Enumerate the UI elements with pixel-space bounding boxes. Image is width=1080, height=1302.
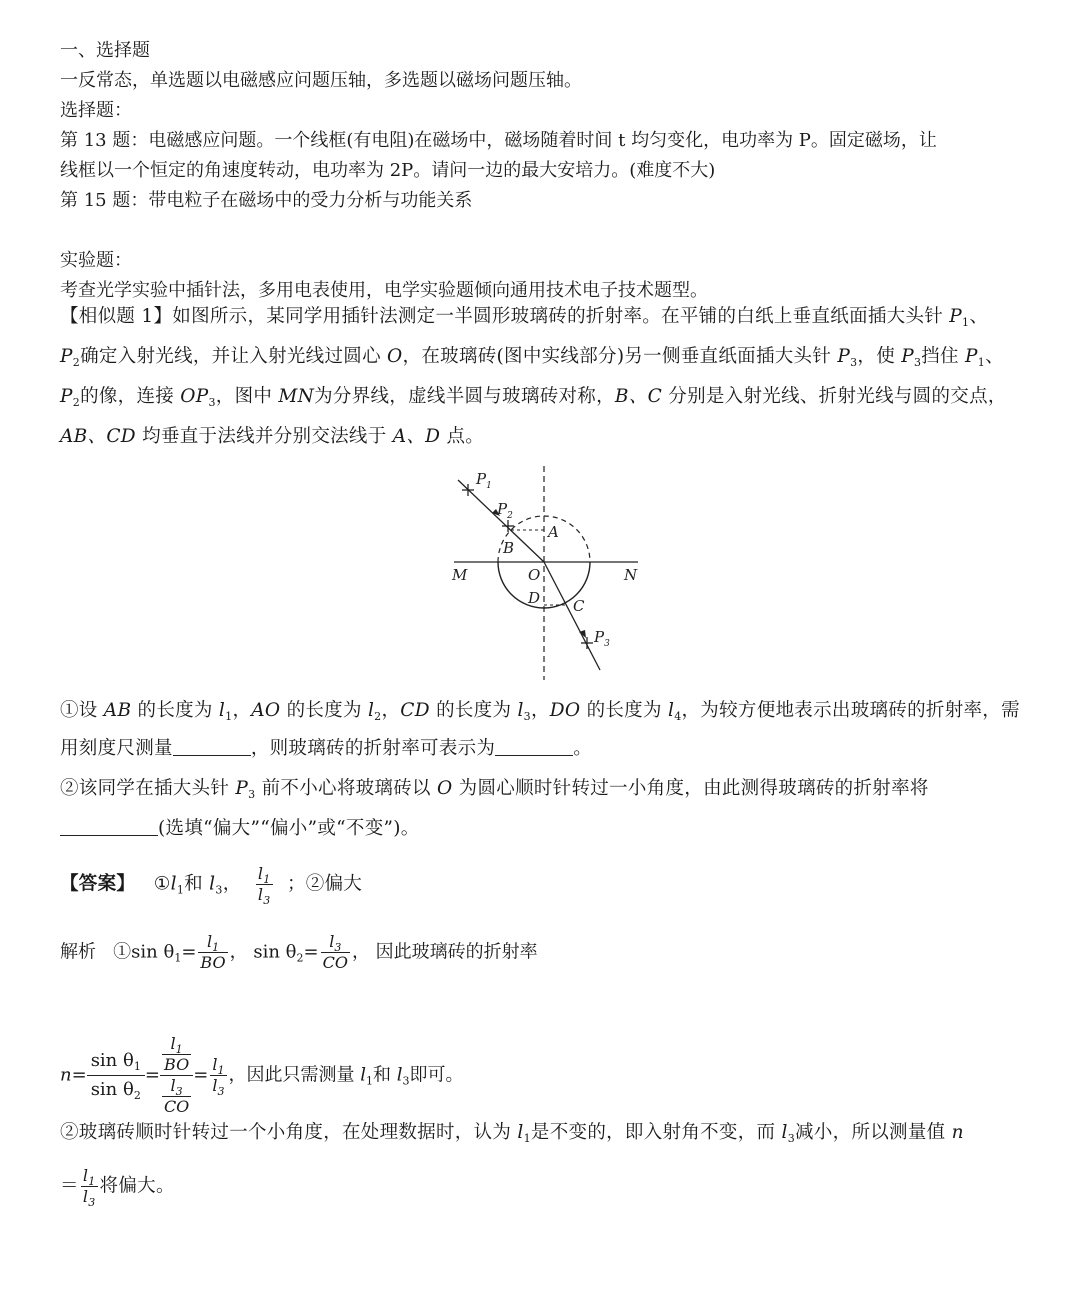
label-n: N — [624, 566, 638, 584]
section1-heading: 一、选择题 — [60, 40, 150, 61]
analysis-line1: 解析 ①sin $\theta_1=$ $\frac{l_1}{BO}$ ， $\sin \theta_2=$ $\frac{l_3}{CO}$ ， 因此玻璃砖的折射率 — [60, 932, 538, 972]
refraction-diagram — [440, 462, 650, 684]
answer-blank-1[interactable] — [173, 737, 251, 756]
q1-line1: ①设 AB 的长度为 $l_1$，AO 的长度为 $l_2$，CD 的长度为 $l_3$，DO 的长度为 $l_4$，为较方便地表示出玻璃砖的折射率，需 — [60, 700, 1020, 723]
answer-tag: 【答案】 — [60, 873, 136, 895]
label-d: D — [528, 589, 541, 607]
q2-line2: (选填“偏大”“偏小”或“不变”)。 — [60, 814, 420, 844]
answer-blank-3[interactable] — [60, 817, 158, 836]
q1-line2: 用刻度尺测量 ，则玻璃砖的折射率可表示为 。 — [60, 738, 593, 759]
problem-tag: 【相似题 1】 — [60, 306, 173, 327]
q13-line2: 线框以一个恒定的角速度转动，电功率为 2P。请问一边的最大安培力。(难度不大) — [60, 160, 716, 181]
refracted-ray — [544, 562, 600, 670]
section2-heading: 实验题： — [60, 250, 132, 271]
label-p3: $P_3$ — [594, 628, 610, 649]
answer-blank-2[interactable] — [495, 737, 573, 756]
analysis-label: 解析 — [60, 941, 96, 963]
problem-line2: $P_2$确定入射光线，并让入射光线过圆心 O，在玻璃砖(图中实线部分)另一侧垂直纸面插大头针 $P_3$，使 $P_3$挡住 $P_1$、 — [60, 346, 1004, 369]
label-o: O — [528, 566, 541, 584]
label-p2: $P_2$ — [497, 500, 513, 521]
label-p1: $P_1$ — [476, 470, 492, 491]
problem-line4: AB、CD 均垂直于法线并分别交法线于 A、D 点。 — [60, 426, 485, 447]
analysis-formula: n= $\frac{\sin \theta_1}{\sin \theta_2}$ = $\frac{\frac{l_1}{BO}}{\frac{l_3}{CO}}$ = $\frac{l_1}{l_3}$ ，因此只需测量 $l_1$和 $l_3$即可。 — [60, 1034, 464, 1116]
q15-line: 第 15 题：带电粒子在磁场中的受力分析与功能关系 — [60, 190, 473, 211]
label-c: C — [573, 597, 585, 615]
problem-line3: $P_2$的像，连接 $OP_3$，图中 MN为分界线，虚线半圆与玻璃砖对称，B、C 分别是入射光线、折射光线与圆的交点， — [60, 386, 1007, 409]
label-b: B — [503, 539, 515, 557]
pin-p3 — [581, 637, 593, 649]
section1-subheading: 选择题： — [60, 100, 132, 121]
q13-line1: 第 13 题：电磁感应问题。一个线框(有电阻)在磁场中，磁场随着时间 t 均匀变化，电功率为 P。固定磁场，让 — [60, 130, 937, 151]
answer-fraction: $\frac{l_1}{l_3}$ — [257, 864, 271, 907]
answer-line: 【答案】 $①l_1$和 $l_3$， $\frac{l_1}{l_3}$ ；②偏大 — [60, 864, 363, 907]
label-a: A — [548, 523, 559, 541]
analysis-line3: ②玻璃砖顺时针转过一个小角度，在处理数据时，认为 $l_1$是不变的，即入射角不变，而 $l_3$减小，所以测量值 n — [60, 1122, 964, 1145]
section1-intro: 一反常态，单选题以电磁感应问题压轴，多选题以磁场问题压轴。 — [60, 70, 582, 91]
incident-ray — [458, 480, 544, 562]
problem-line1: 【相似题 1】如图所示，某同学用插针法测定一半圆形玻璃砖的折射率。在平铺的白纸上垂直纸面插大头针 $P_1$、 — [60, 306, 989, 329]
label-m: M — [452, 566, 468, 584]
section2-intro: 考查光学实验中插针法，多用电表使用，电学实验题倾向通用技术电子技术题型。 — [60, 280, 708, 301]
q2-line1: ②该同学在插大头针 $P_3$ 前不小心将玻璃砖以 O 为圆心顺时针转过一小角度，由此测得玻璃砖的折射率将 — [60, 778, 929, 801]
analysis-line4: ＝ $\frac{l_1}{l_3}$ 将偏大。 — [60, 1166, 175, 1209]
